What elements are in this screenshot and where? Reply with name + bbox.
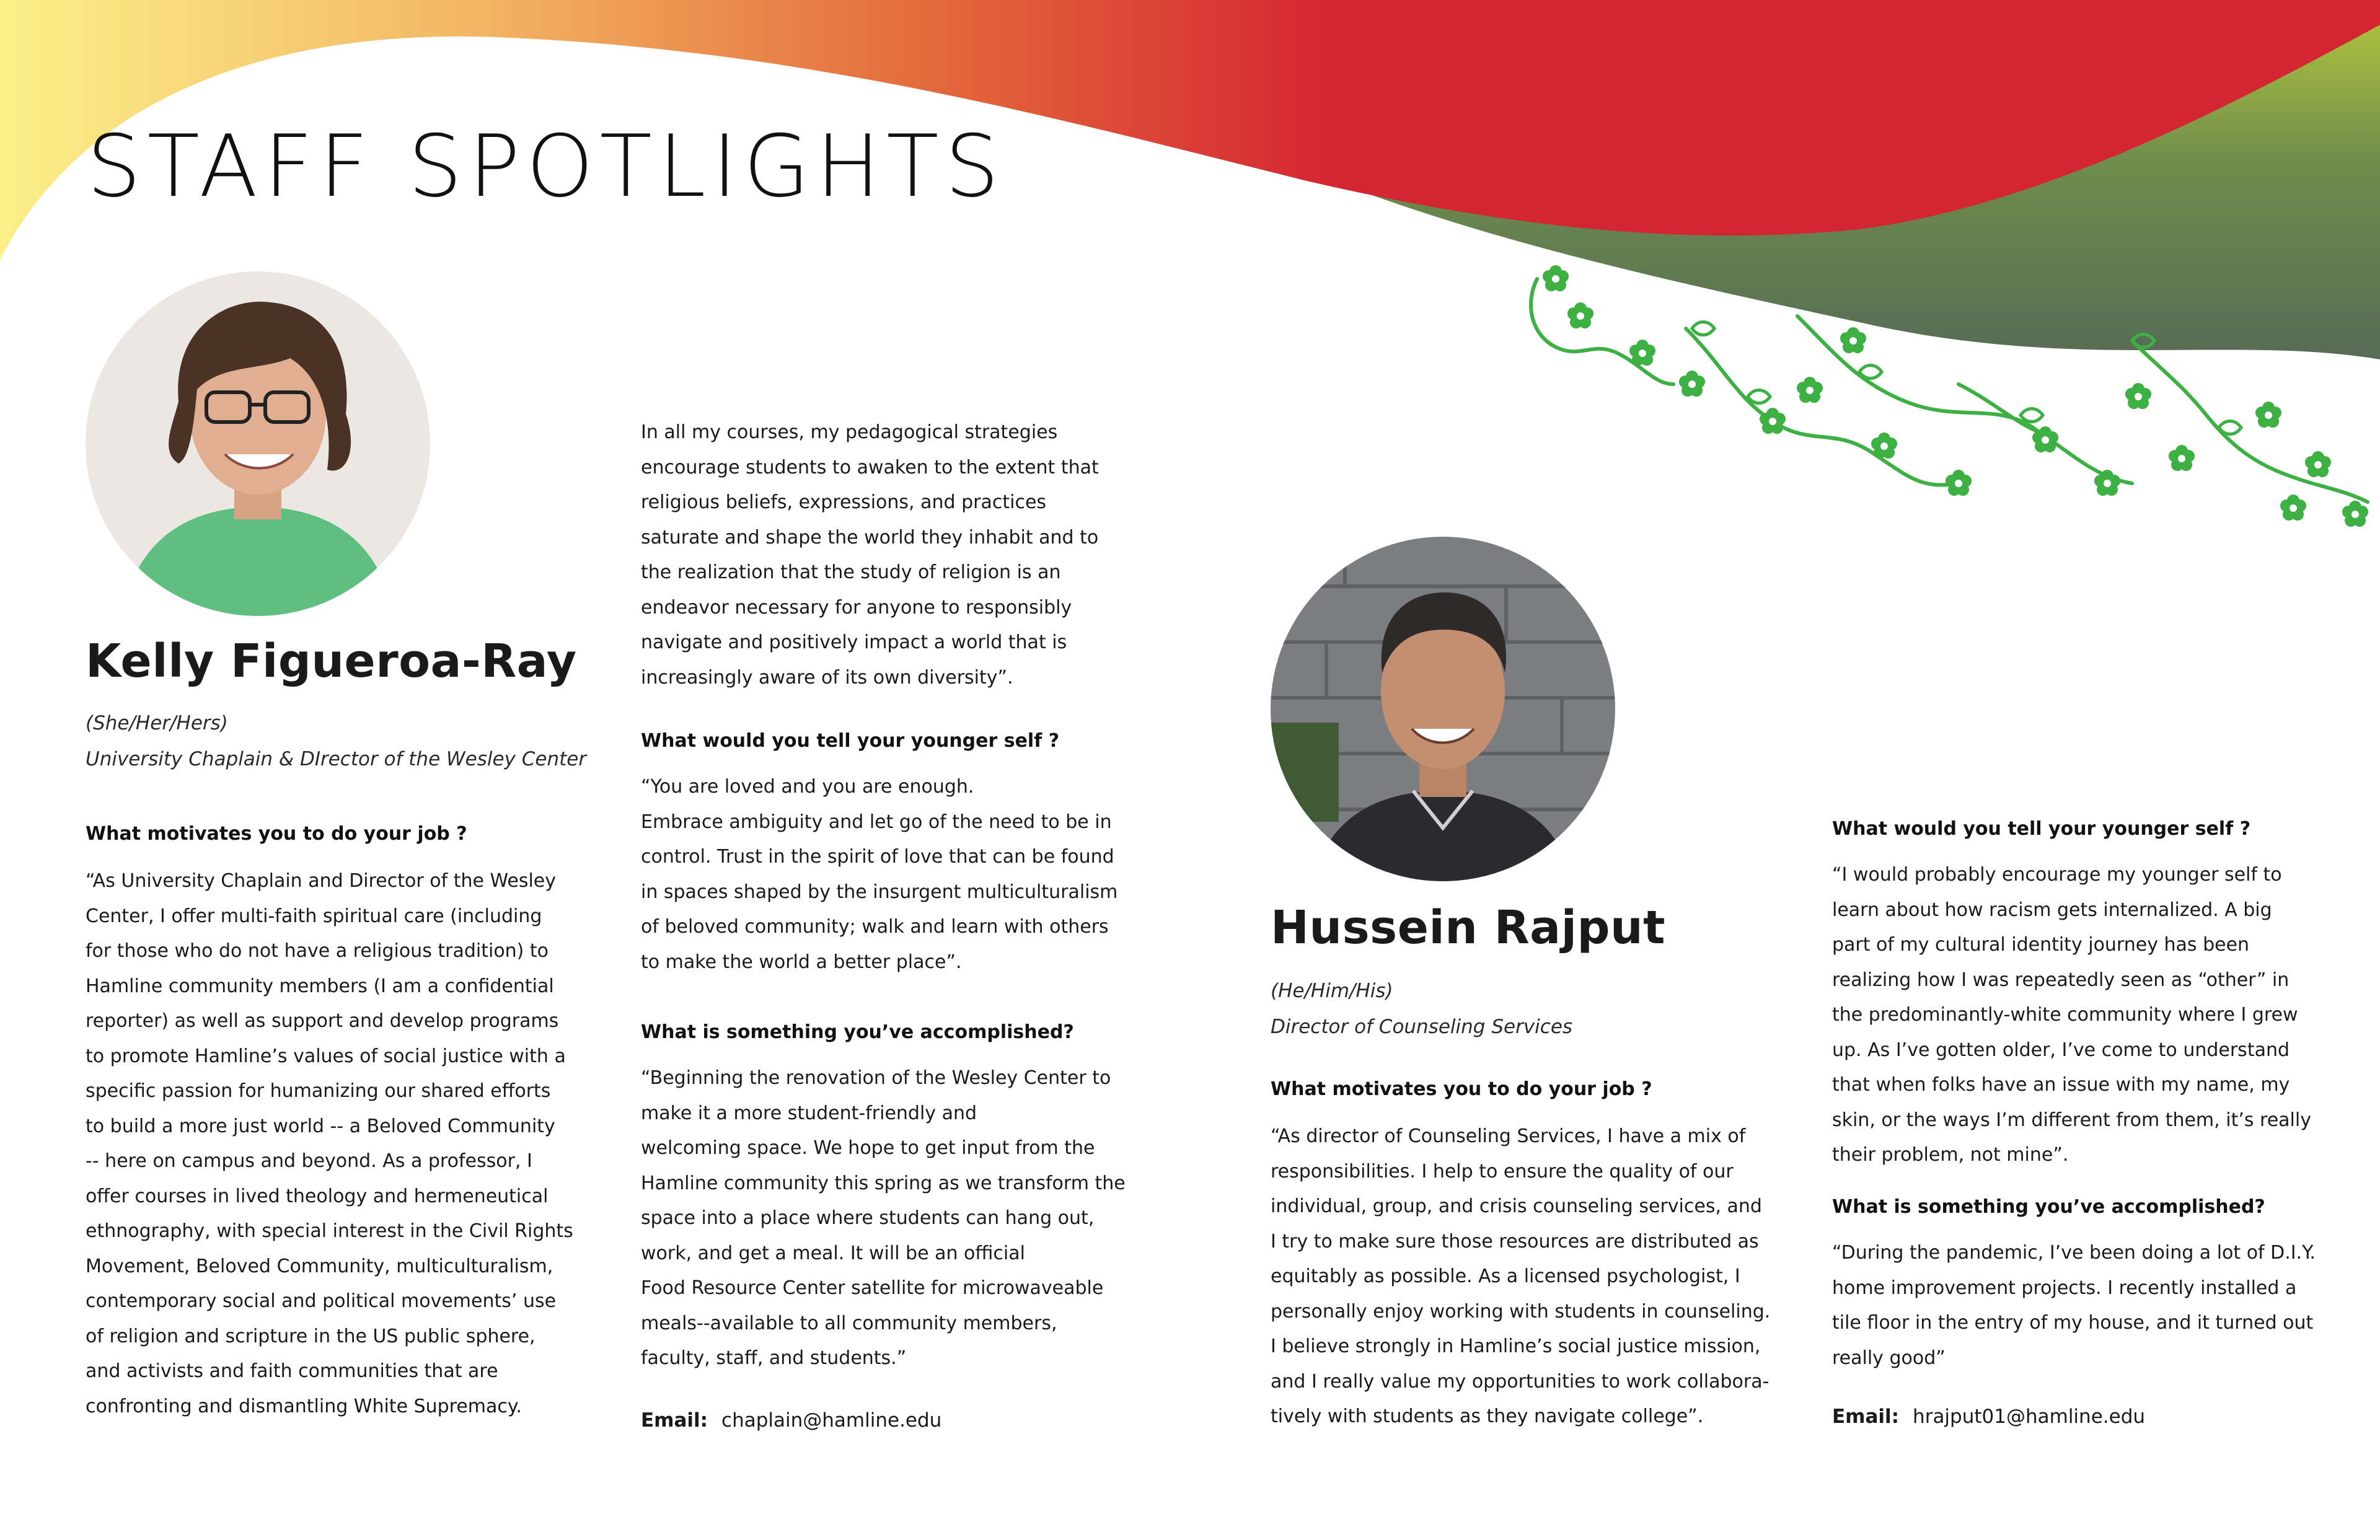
kelly-name: Kelly Figueroa-Ray (86, 635, 577, 688)
hussein-email-label: Email: (1832, 1406, 1900, 1428)
hussein-answer-accomplished: “During the pandemic, I’ve been doing a lot of D.I.Y. home improvement projects. I recently installed a tile floor in the entry of my house, and it turned out really good” (1832, 1242, 2316, 1369)
hussein-question-younger-self: What would you tell your younger self ? (1832, 818, 2251, 840)
hussein-email-link[interactable]: hrajput01@hamline.edu (1913, 1406, 2146, 1428)
page-title: STAFF SPOTLIGHTS (87, 117, 1006, 216)
hussein-answer-motivation: “As director of Counseling Services, I have a mix of responsibilities. I help to ensure the quality of our individual, group, and crisis counseling services, and I try to make sure those resources are distributed as equitably as possible. As a licensed psychologist, I personally enjoy working with students in counseling. I believe strongly in Hamline’s social justice mission, and I really value my opportunities to work collabora- tively with students as they navigate college”. (1271, 1125, 1771, 1427)
kelly-answer-younger-self: “You are loved and you are enough. Embrace ambiguity and let go of the need to be in control. Trust in the spirit of love that can be found in spaces shaped by the insurgent multiculturalism of beloved community; walk and learn with others to make the world a better place”. (641, 776, 1118, 973)
kelly-answer-motivation-continued: In all my courses, my pedagogical strategies encourage students to awaken to the extent that religious beliefs, expressions, and practices saturate and shape the world they inhabit and to the realization that the study of religion is an endeavor necessary for anyone to responsibly navigate and positively impact a world that is increasingly aware of its own diversity”. (641, 421, 1099, 689)
kelly-pronouns: (She/Her/Hers) (86, 712, 228, 734)
kelly-email-row (641, 1408, 941, 1433)
kelly-role: University Chaplain & DIrector of the Wesley Center (86, 748, 587, 770)
kelly-answer-accomplished: “Beginning the renovation of the Wesley Center to make it a more student-friendly and welcoming space. We hope to get input from the Hamline community this spring as we transform the space into a place where students can hang out, work, and get a meal. It will be an official Food Resource Center satellite for microwaveable meals--available to all community members, faculty, staff, and students.” (641, 1067, 1126, 1369)
hussein-question-motivation: What motivates you to do your job ? (1271, 1078, 1652, 1100)
hussein-answer-younger-self: “I would probably encourage my younger self to learn about how racism gets internalized. A big part of my cultural identity journey has been realizing how I was repeatedly seen as “other” in the predominantly-white community where I grew up. As I’ve gotten older, I’ve come to understand that when folks have an issue with my name, my skin, or the ways I’m different from them, it’s really their problem, not mine”. (1832, 864, 2311, 1166)
hussein-email-row (1832, 1404, 2145, 1429)
hussein-role: Director of Counseling Services (1271, 1016, 1573, 1038)
kelly-answer-motivation: “As University Chaplain and Director of the Wesley Center, I offer multi-faith spiritual care (including for those who do not have a religious tradition) to Hamline community members (I am a confidential reporter) as well as support and develop programs to promote Hamline’s values of social justice with a specific passion for humanizing our shared efforts to build a more just world -- a Beloved Community -- here on campus and beyond. As a professor, I offer courses in lived theology and hermeneutical ethnography, with special interest in the Civil Rights Movement, Beloved Community, multiculturalism, contemporary social and political movements’ use of religion and scripture in the US public sphere, and activists and faith communities that are confronting and dismantling White Supremacy. (86, 870, 573, 1417)
hussein-question-accomplished: What is something you’ve accomplished? (1832, 1196, 2265, 1218)
kelly-question-younger-self: What would you tell your younger self ? (641, 730, 1060, 752)
floral-vine-decoration (1488, 242, 2380, 589)
hussein-name: Hussein Rajput (1271, 901, 1666, 954)
hussein-pronouns: (He/Him/His) (1271, 980, 1393, 1002)
kelly-email-label: Email: (641, 1409, 708, 1432)
kelly-email-link[interactable]: chaplain@hamline.edu (721, 1409, 942, 1432)
hussein-portrait (1271, 537, 1615, 881)
kelly-question-accomplished: What is something you’ve accomplished? (641, 1021, 1074, 1043)
kelly-question-motivation: What motivates you to do your job ? (86, 823, 467, 845)
kelly-portrait (86, 271, 430, 616)
